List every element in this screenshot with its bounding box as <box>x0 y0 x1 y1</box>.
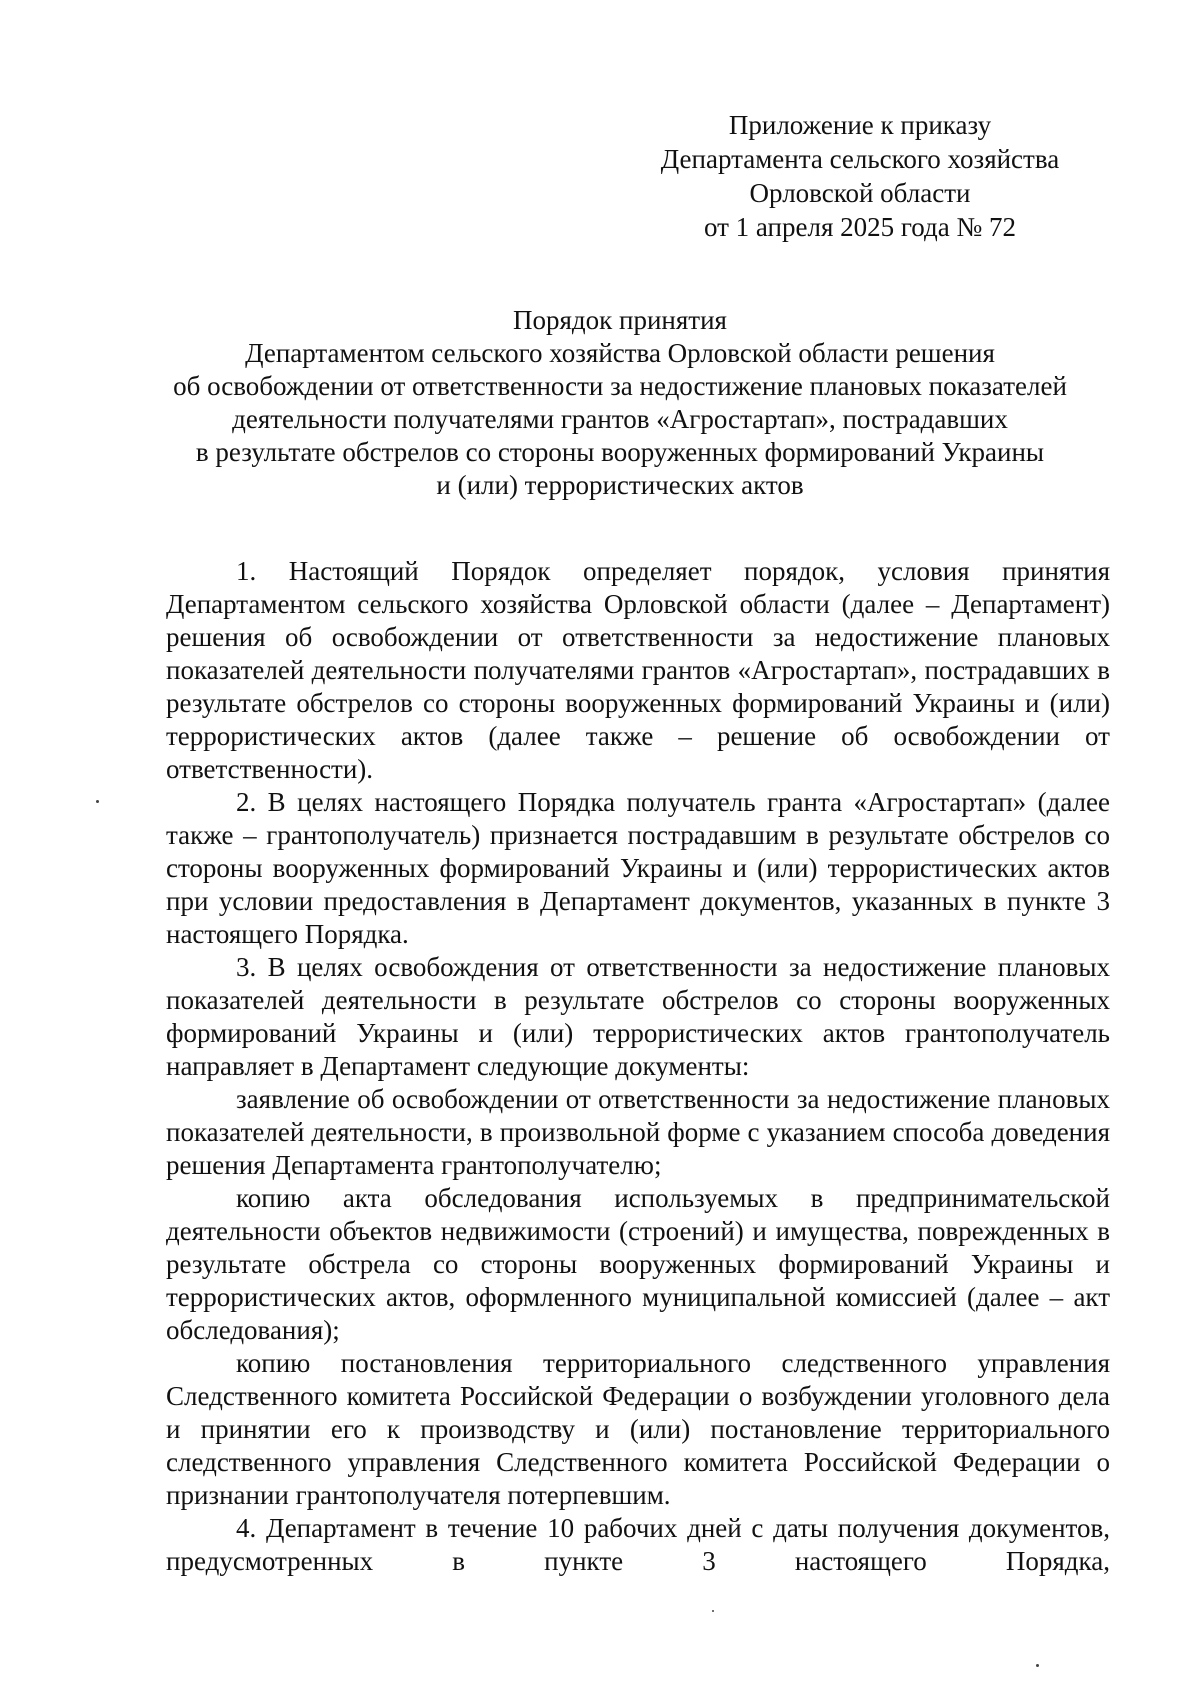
scan-speck <box>1036 1664 1039 1667</box>
title-line: Департаментом сельского хозяйства Орловской области решения <box>245 338 995 368</box>
title-line: деятельности получателями грантов «Агростартап», пострадавших <box>232 404 1008 434</box>
appendix-line: от 1 апреля 2025 года № 72 <box>703 212 1016 242</box>
title-line: Порядок принятия <box>513 305 727 335</box>
scan-speck <box>96 800 99 803</box>
appendix-line: Орловской области <box>749 178 971 208</box>
appendix-line: Приложение к приказу <box>728 110 992 140</box>
paragraph-3-item-application: заявление об освобождении от ответственности за недостижение плановых показателей деятельности, в произвольной форме с указанием способа доведения решения Департамента грантополучателю; <box>166 1084 1110 1180</box>
paragraph-3-item-inspection-act: копию акта обследования используемых в предпринимательской деятельности объектов недвижимости (строений) и имущества, поврежденных в результате обстрела со стороны вооруженных формирований Украины и террористических актов, оформленного муниципальной комиссией (далее – акт обследования); <box>166 1183 1110 1345</box>
title-line: в результате обстрелов со стороны вооруженных формирований Украины <box>195 437 1045 467</box>
document-body <box>166 555 1110 1578</box>
paragraph-1: 1. Настоящий Порядок определяет порядок, условия принятия Департаментом сельского хозяйства Орловской области (далее – Департамент) решения об освобождении от ответственности за недостижение плановых показателей деятельности получателями грантов «Агростартап», пострадавших в результате обстрелов со стороны вооруженных формирований Украины и (или) террористических актов (далее также – решение об освобождении от ответственности). <box>166 556 1110 784</box>
document-title <box>150 304 1090 502</box>
scan-speck <box>712 1610 714 1612</box>
title-line: об освобождении от ответственности за недостижение плановых показателей <box>173 371 1067 401</box>
paragraph-2: 2. В целях настоящего Порядка получатель гранта «Агростартап» (далее также – грантополучатель) признается пострадавшим в результате обстрелов со стороны вооруженных формирований Украины и (или) террористических актов при условии предоставления в Департамент документов, указанных в пункте 3 настоящего Порядка. <box>166 787 1110 949</box>
appendix-header <box>640 108 1080 244</box>
paragraph-3: 3. В целях освобождения от ответственности за недостижение плановых показателей деятельности в результате обстрелов со стороны вооруженных формирований Украины и (или) террористических актов грантополучатель направляет в Департамент следующие документы: <box>166 952 1110 1081</box>
paragraph-3-item-resolution: копию постановления территориального следственного управления Следственного комитета Российской Федерации о возбуждении уголовного дела и принятии его к производству и (или) постановление территориального следственного управления Следственного комитета Российской Федерации о признании грантополучателя потерпевшим. <box>166 1348 1110 1510</box>
appendix-line: Департамента сельского хозяйства <box>660 144 1060 174</box>
title-line: и (или) террористических актов <box>436 470 804 500</box>
paragraph-4: 4. Департамент в течение 10 рабочих дней с даты получения документов, предусмотренных в пункте 3 настоящего Порядка, <box>166 1513 1110 1576</box>
